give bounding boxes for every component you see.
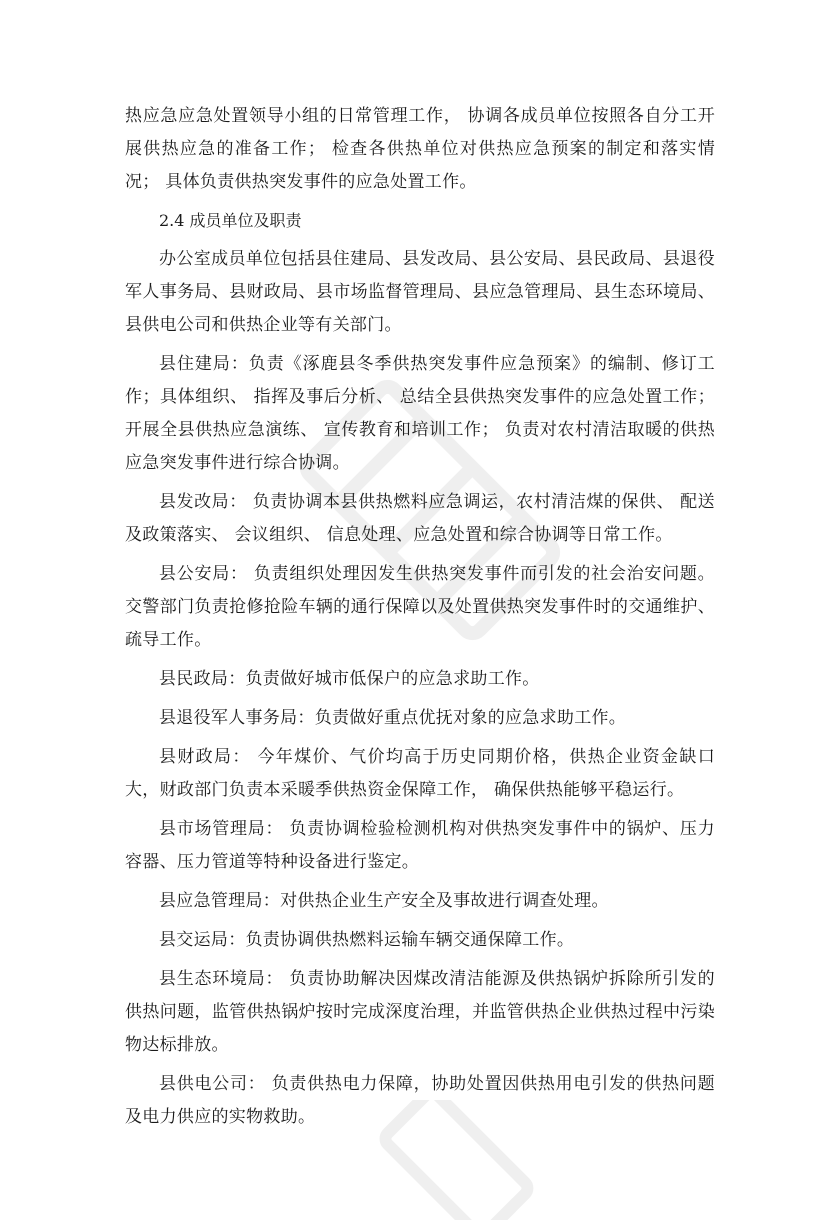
paragraph-power-company: 县供电公司： 负责供热电力保障，协助处置因供热用电引发的供热问题及电力供应的实物救助。 (125, 1074, 715, 1127)
section-heading-2-4: 2.4 成员单位及职责 (159, 211, 302, 230)
document-body (125, 100, 715, 1140)
paragraph-transport-bureau: 县交运局：负责协调供热燃料运输车辆交通保障工作。 (159, 930, 575, 950)
paragraph-finance-bureau: 县财政局： 今年煤价、气价均高于历史同期价格，供热企业资金缺口大，财政部门负责本采暖季供热资金保障工作， 确保供热能够平稳运行。 (125, 747, 715, 800)
paragraph-public-security-bureau: 县公安局： 负责组织处理因发生供热突发事件而引发的社会治安问题。交警部门负责抢修抢险车辆的通行保障以及处置供热突发事件时的交通维护、疏导工作。 (125, 564, 715, 650)
paragraph-ecology-bureau: 县生态环境局： 负责协助解决因煤改清洁能源及供热锅炉拆除所引发的供热问题，监管供热锅炉按时完成深度治理，并监管供热企业供热过程中污染物达标排放。 (125, 969, 715, 1055)
paragraph-leader-group-duties: 热应急应急处置领导小组的日常管理工作， 协调各成员单位按照各自分工开展供热应急的准备工作； 检查各供热单位对供热应急预案的制定和落实情况； 具体负责供热突发事件的应急处置工作。 (125, 106, 715, 192)
paragraph-development-bureau: 县发改局： 负责协调本县供热燃料应急调运，农村清洁煤的保供、 配送及政策落实、 会议组织、 信息处理、应急处置和综合协调等日常工作。 (125, 492, 715, 545)
paragraph-market-bureau: 县市场管理局： 负责协调检验检测机构对供热突发事件中的锅炉、压力容器、压力管道等特种设备进行鉴定。 (125, 819, 715, 872)
paragraph-member-units: 办公室成员单位包括县住建局、县发改局、县公安局、县民政局、县退役军人事务局、县财政局、县市场监督管理局、县应急管理局、县生态环境局、县供电公司和供热企业等有关部门。 (125, 249, 715, 335)
paragraph-civil-affairs-bureau: 县民政局：负责做好城市低保户的应急求助工作。 (159, 669, 540, 689)
paragraph-housing-bureau: 县住建局：负责《涿鹿县冬季供热突发事件应急预案》的编制、修订工作；具体组织、 指挥及事后分析、 总结全县供热突发事件的应急处置工作； 开展全县供热应急演练、 宣传教育和培训工作； 负责对农村清洁取暖的供热应急突发事件进行综合协调。 (125, 354, 715, 473)
paragraph-emergency-bureau: 县应急管理局：对供热企业生产安全及事故进行调查处理。 (159, 891, 609, 911)
paragraph-veterans-bureau: 县退役军人事务局：负责做好重点优抚对象的应急求助工作。 (159, 708, 627, 728)
